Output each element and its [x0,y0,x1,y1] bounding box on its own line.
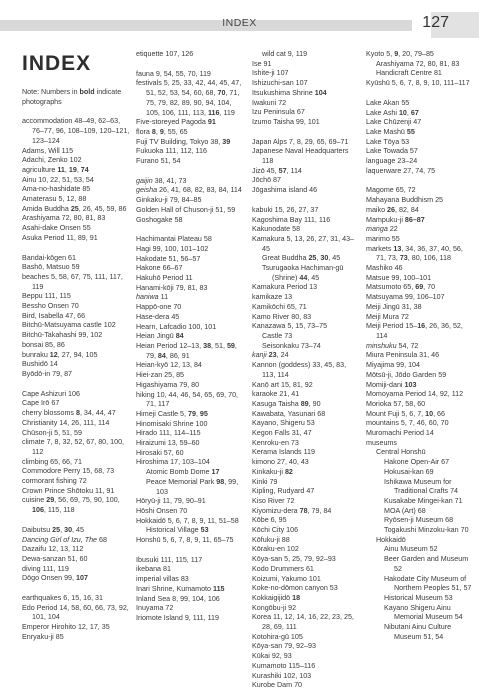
index-entry: Kūkai 92, 93 [252,652,292,661]
index-entry: Dazaifu 12, 13, 112 [22,545,84,554]
index-entry: Ama-no-hashidate 85 [22,185,91,194]
index-entry: Kasuga Taisha 89, 90 [252,399,321,408]
section-gap [22,244,130,254]
index-subentry: Hakodate City Museum of Northern Peoples 51, 57 [384,574,472,593]
index-entry: Meiji Period 15–16, 26, 36, 52, 114 [366,322,463,340]
index-entry: ikebana 81 [136,565,171,574]
index-entry: Fukuoka 111, 112, 116 [136,147,207,156]
index-entry: Adachi, Zenko 102 [22,156,82,165]
index-entry: language 23–24 [366,157,418,166]
index-entry: Asahi-dake Onsen 55 [22,224,91,233]
index-entry: Kurobe Dam 70 [252,681,303,690]
index-entry: Mōtsū-ji, Jōdo Garden 59 [366,370,447,379]
index-entry: climate 7, 8, 32, 52, 67, 80, 100, 112 [22,438,125,456]
index-subentry: Castle 73 [262,331,293,340]
page-header [0,0,479,40]
index-entry: Kamikōchi 65, 71 [252,302,307,311]
index-entry: Mount Fuji 5, 6, 7, 10, 66 [366,409,446,418]
index-entry: Bessho Onsen 70 [22,302,79,311]
index-entry: Hanami-kōji 79, 81, 83 [136,283,208,292]
index-entry: marimo 55 [366,234,400,243]
index-entry: gaijin 38, 41, 73 [136,176,187,185]
index-entry: Byōdō-in 79, 87 [22,369,73,378]
index-entry: Heian Period 12–13, 38, 51, 59, 79, 84, 86, 91 [136,341,237,360]
index-entry: geisha 26, 41, 68, 82, 83, 84, 114 [136,186,242,195]
index-entry: Chūson-ji 5, 51, 59 [22,428,82,437]
index-entry: Hiei-zan 25, 85 [136,371,185,380]
index-entry: Kyoto 5, 9, 20, 79–85 [366,50,434,58]
index-entry: Morioka 57, 58, 60 [366,399,426,408]
index-entry: Inari Shrine, Kumamoto 115 [136,584,225,593]
index-subentry: wild cat 9, 119 [262,50,308,58]
index-entry: Arashiyama 72, 80, 81, 83 [22,214,106,223]
index-entry: kanji 23, 24 [252,351,289,360]
index-subentry: Arashiyama 72, 80, 81, 83 [376,59,460,68]
index-entry: Kurashiki 102, 103 [252,671,312,680]
section-gap [252,196,360,206]
index-entry: Enryaku-ji 85 [22,632,64,641]
index-entry: agriculture 11, 19, 74 [22,165,89,174]
index-entry: Hirosaki 57, 60 [136,448,184,457]
index-subentry: Historical Museum 53 [384,593,453,602]
index-entry: cuisine 29, 56, 69, 75, 90, 100, 106, 115, 118 [22,496,120,515]
index-entry: Crown Prince Shōtoku 11, 91 [22,486,115,495]
index-entry: Dancing Girl of Izu, The 68 [22,535,107,544]
index-entry: markets 13, 34, 36, 37, 40, 56, 71, 73, 73, 80, 106, 118 [366,244,463,263]
entries-column-1 [22,117,130,642]
index-subentry: Hokkaidō [376,535,406,544]
index-entry: Ishizuchi-san 107 [252,79,308,88]
index-entry: Matsue 99, 100–101 [366,273,432,282]
index-entry: Golden Hall of Chuson-ji 51, 59 [136,205,236,214]
index-entry: Matsuyama 99, 106–107 [366,293,445,302]
index-entry: Emperor Hirohito 12, 17, 35 [22,623,110,632]
index-entry: Jōchō 87 [252,176,281,185]
index-entry: Hinomisaki Shrine 100 [136,419,208,428]
index-title: INDEX [22,52,92,75]
index-entry: Kannon (goddess) 33, 45, 83, 113, 114 [252,361,347,379]
index-entry: Japan Alps 7, 8, 29, 65, 69–71 [252,137,349,146]
index-entry: Kenroku-en 73 [252,438,299,447]
index-entry: Hachimantai Plateau 58 [136,235,212,244]
index-entry: Lake Mashū 55 [366,127,415,136]
index-entry: Ise 91 [252,59,272,68]
index-subentry: Nibutani Ainu Culture Museum 51, 54 [384,623,452,641]
index-entry: festivals 5, 25, 33, 42, 44, 45, 47, 51, 52, 53, 54, 60, 68, 70, 71, 75, 79, 82, 89, 90, 94, 104, 105, 106, 111, 113, 116, 119 [136,79,242,117]
index-entry: Daibutsu 25, 30, 45 [22,525,84,534]
index-entry: Kōchi City 106 [252,526,299,535]
entries-column-2 [136,50,244,624]
index-entry: Kawabata, Yasunari 68 [252,409,326,418]
index-entry: Korea 11, 12, 14, 16, 22, 23, 25, 28, 69, 111 [252,613,354,632]
index-subentry: Great Buddha 25, 30, 45 [262,254,341,263]
index-entry: flora 8, 9, 55, 65 [136,127,188,136]
index-entry: Hase-dera 45 [136,312,180,321]
index-entry: Itsukushima Shrine 104 [252,88,327,97]
index-entry: cormorant fishing 72 [22,477,87,486]
index-entry: climbing 65, 66, 71 [22,457,82,466]
index-entry: Five-storeyed Pagoda 91 [136,118,216,127]
index-entry: Higashiyama 79, 80 [136,380,200,389]
index-entry: Inuyama 72 [136,604,174,613]
index-entry: Hagi 99, 100, 101–102 [136,244,209,253]
index-column-2 [136,50,244,624]
index-subentry: Handicraft Centre 81 [376,69,442,78]
index-entry: museums [366,438,397,447]
index-entry: Kegon Falls 31, 47 [252,429,312,438]
index-entry: Kamakura Period 13 [252,283,318,292]
index-entry: Hakodate 51, 56–57 [136,254,201,263]
index-entry: bonsai 85, 86 [22,340,65,349]
index-entry: Heian Jingū 84 [136,332,184,341]
index-entry: Kokkaigijidō 18 [252,593,301,602]
index-entry: etiquette 107, 126 [136,50,194,58]
index-subentry: Kusakabe Mingei-kan 71 [384,496,463,505]
index-entry: Lake Chūzenji 47 [366,118,422,127]
index-entry: Amida Buddha 25, 26, 45, 59, 86 [22,204,127,213]
index-subentry: Atomic Bomb Dome 17 [146,468,220,477]
index-entry: Koizumi, Yakumo 101 [252,574,321,583]
section-gap [136,167,244,177]
index-entry: Kagoshima Bay 111, 116 [252,215,331,224]
index-entry: haniwa 11 [136,293,169,302]
index-entry: manga 22 [366,225,398,234]
index-entry: Kanō art 15, 81, 92 [252,380,313,389]
index-subentry: Ainu Museum 52 [384,545,438,554]
index-entry: Fuji TV Building, Tokyo 38, 39 [136,137,231,146]
index-entry: mountains 5, 7, 46, 60, 70 [366,419,449,428]
index-entry: Kinkaku-ji 82 [252,467,293,476]
index-entry: Ibusuki 111, 115, 117 [136,555,203,564]
index-entry: Iwakuni 72 [252,98,287,107]
index-entry: Kipling, Rudyard 47 [252,487,315,496]
index-entry: Bushidō 14 [22,360,58,369]
section-gap [252,128,360,138]
index-entry: Japanese Naval Headquarters 118 [252,147,349,166]
index-entry: Hearn, Lafcadio 100, 101 [136,322,217,331]
index-subentry: Central Honshū [376,448,426,457]
index-entry: Kamakura 5, 13, 26, 27, 31, 43–45 [252,234,355,253]
index-entry: Dewa-sanzan 51, 60 [22,554,88,563]
index-subentry: Historical Village 53 [146,526,209,535]
index-entry: Bird, Isabella 47, 66 [22,311,86,320]
index-entry: Himeji Castle 5, 79, 95 [136,409,208,418]
index-entry: Hōshi Onsen 70 [136,506,188,515]
page-number: 127 [422,14,449,31]
index-entry: earthquakes 6, 15, 16, 31 [22,594,103,603]
index-columns [22,50,472,690]
index-entry: Miyajima 99, 104 [366,361,420,370]
index-entry: Commodore Perry 15, 68, 73 [22,467,115,476]
section-gap [366,176,474,186]
index-subentry: MOA (Art) 68 [384,506,426,515]
index-entry: Honshū 5, 6, 7, 8, 9, 11, 65–75 [136,536,234,545]
index-entry: Kanazawa 5, 15, 73–75 [252,322,328,331]
index-entry: fauna 9, 54, 55, 70, 119 [136,69,211,78]
index-entry: Mahayana Buddhism 25 [366,196,444,205]
index-entry: Jizō 45, 57, 114 [252,166,302,175]
index-entry: Kumamoto 115–116 [252,661,316,670]
index-subentry: Seisonkaku 73–74 [262,341,321,350]
index-entry: Mashiko 46 [366,264,403,273]
index-entry: Kinki 79 [252,477,278,486]
index-entry: Kiso River 72 [252,496,295,505]
index-entry: Iriomote Island 9, 111, 119 [136,613,219,622]
index-entry: Cape Ashizuri 106 [22,389,80,398]
index-entry: Kayano, Shigeru 53 [252,419,315,428]
index-entry: Furano 51, 54 [136,157,181,166]
index-entry: Kōbe 6, 95 [252,516,287,525]
index-entry: Edo Period 14, 58, 60, 66, 73, 92, 101, 104 [22,603,129,622]
index-entry: Happō-one 70 [136,303,182,312]
index-entry: kabuki 15, 26, 27, 37 [252,205,319,214]
index-subentry: Peace Memorial Park 98, 99, 103 [146,477,239,496]
index-entry: Adams, Will 115 [22,146,74,155]
index-column-4 [366,50,474,642]
index-entry: Meiji Jingū 31, 38 [366,302,422,311]
section-gap [366,89,474,99]
index-entry: Kōfuku-ji 88 [252,535,290,544]
index-entry: Miura Peninsula 31, 46 [366,351,440,360]
index-entry: Matsumoto 65, 69, 70 [366,283,436,292]
index-entry: imperial villas 83 [136,575,189,584]
index-entry: Momiji-dani 103 [366,380,417,389]
index-entry: Inland Sea 8, 99, 104, 106 [136,594,220,603]
index-entry: Kiyomizu-dera 78, 79, 84 [252,506,332,515]
section-gap [22,516,130,526]
index-entry: Kamo River 80, 83 [252,312,312,321]
index-entry: accommodation 48–49, 62–63, 76–77, 96, 108–109, 120–121, 123–124 [22,117,130,145]
entries-column-3 [252,50,360,691]
index-entry: Kōya-san 79, 92–93 [252,642,316,651]
index-entry: karaoke 21, 41 [252,390,300,399]
index-entry: laquerware 27, 74, 75 [366,166,436,175]
index-subentry: Ishikawa Museum for Traditional Crafts 74 [384,477,459,496]
index-entry: kamikaze 13 [252,293,293,302]
index-entry: Kerama Islands 119 [252,448,315,457]
index-entry: Ainu 10, 22, 51, 53, 54 [22,175,94,184]
index-entry: Amaterasu 5, 12, 88 [22,195,87,204]
index-entry: Hōryū-ji 11, 79, 90–91 [136,497,206,506]
index-entry: Ishite-ji 107 [252,69,289,78]
index-subentry: Togakushi Minzoku-kan 70 [384,526,469,535]
index-entry: Bitchū-Takahashi 99, 102 [22,331,103,340]
index-entry: Kōya-san 5, 25, 79, 92–93 [252,555,336,564]
index-entry: cherry blossoms 8, 34, 44, 47 [22,409,116,418]
index-entry: Kyūshū 5, 6, 7, 8, 9, 10, 111–117 [366,79,470,88]
section-gap [136,225,244,235]
index-entry: Muromachi Period 14 [366,429,434,438]
index-entry: Mampuku-ji 86–87 [366,215,425,224]
index-entry: Lake Ashi 10, 67 [366,108,419,117]
index-note [22,88,130,107]
note-text: Note: Numbers in bold indicate photographs [22,88,122,106]
index-entry: bunraku 12, 27, 94, 105 [22,350,98,359]
index-entry: Izu Peninsula 67 [252,108,305,117]
index-subentry: Kayano Shigeru Ainu Memorial Museum 54 [384,603,463,622]
index-entry: diving 111, 119 [22,564,69,573]
running-header-title: INDEX [222,17,257,29]
index-entry: Kodo Drummers 61 [252,564,314,573]
index-entry: Momoyama Period 14, 92, 112 [366,390,464,399]
index-entry: Hiroshima 17, 103–104 [136,458,210,467]
index-entry: Bashō, Matsuo 59 [22,263,80,272]
index-subentry: Beer Garden and Museum 52 [384,555,469,573]
index-entry: Hakuhō Period 11 [136,274,193,283]
index-entry: Kongōbu-ji 92 [252,603,297,612]
index-entry: Bandai-kōgen 61 [22,253,76,262]
index-subentry: Ryōsen-ji Museum 68 [384,516,454,525]
index-entry: Hokkaidō 5, 6, 7, 8, 9, 11, 51–58 [136,516,239,525]
index-entry: hiking 10, 44, 46, 54, 65, 69, 70, 71, 117 [136,390,239,409]
index-column-3 [252,50,360,691]
index-column-1 [22,50,130,643]
index-entry: beaches 5, 58, 67, 75, 111, 117, 119 [22,272,123,291]
index-entry: Asuka Period 11, 89, 91 [22,233,98,242]
index-entry: Meiji Mura 72 [366,312,409,321]
index-entry: Cape Irō 67 [22,399,60,408]
index-entry: Hakone 66–67 [136,264,183,273]
index-entry: Kakunodate 58 [252,225,301,234]
section-gap [136,60,244,70]
index-entry: Kōraku-en 102 [252,545,299,554]
index-subentry: Tsurugaoka Hachiman-gū (Shrine) 44, 45 [262,264,344,282]
index-entry: Lake Akan 55 [366,98,410,107]
index-entry: Goshogake 58 [136,215,183,224]
index-entry: Dōgo Onsen 99, 107 [22,574,88,583]
index-entry: Jōgashima island 46 [252,186,318,195]
index-subentry: Hokusai-kan 69 [384,467,434,476]
index-entry: Ginkaku-ji 79, 84–85 [136,196,202,205]
index-entry: Christianity 14, 26, 111, 114 [22,418,110,427]
section-gap [22,380,130,390]
index-entry: maiko 26, 82, 84 [366,205,419,214]
index-entry: Heian-kyō 12, 13, 84 [136,361,202,370]
index-entry: Izumo Taisha 99, 101 [252,117,320,126]
index-entry: Lake Tōya 53 [366,137,410,146]
section-gap [136,546,244,556]
index-entry: Hirado 111, 114–115 [136,429,201,438]
index-entry: Kotohira-gū 105 [252,632,303,641]
index-entry: Magome 65, 72 [366,186,416,195]
index-entry: Koke-no-dōmon canyon 53 [252,584,338,593]
entries-column-4 [366,50,474,642]
index-entry: Beppu 111, 115 [22,292,71,301]
index-entry: minshuku 54, 72 [366,341,419,350]
index-subentry: Hakone Open-Air 67 [384,458,450,467]
section-gap [22,584,130,594]
index-entry: Bitchū-Matsuyama castle 102 [22,321,116,330]
index-entry: Hiraizumi 13, 59–60 [136,439,200,448]
index-entry: Lake Towada 57 [366,147,418,156]
index-entry: kimono 27, 40, 43 [252,458,309,467]
